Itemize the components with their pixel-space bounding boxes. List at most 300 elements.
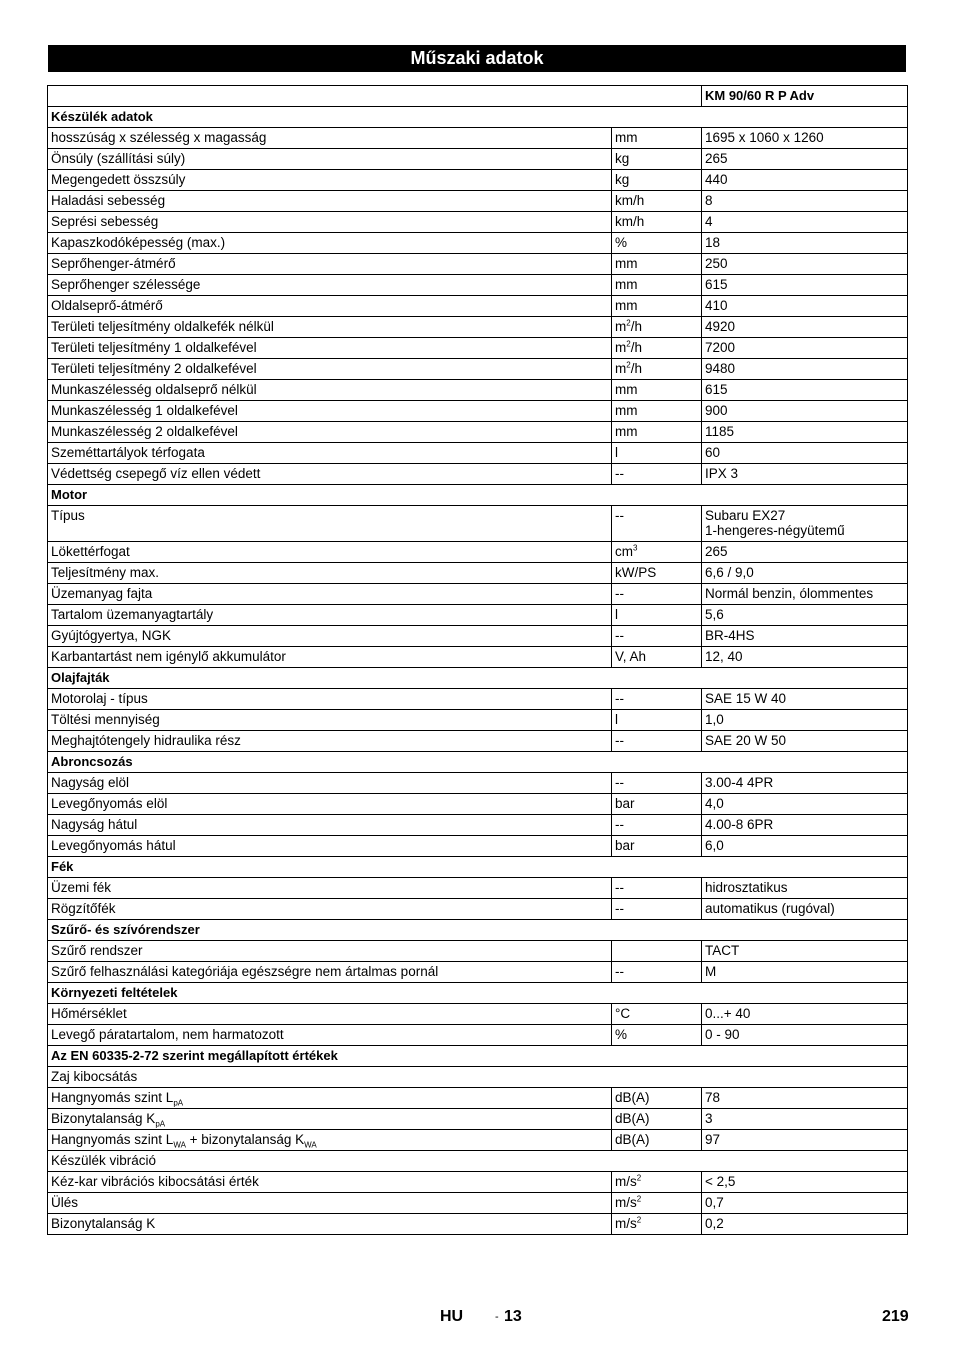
row-label: Ülés <box>51 1195 79 1210</box>
row-value: 6,6 / 9,0 <box>705 565 754 580</box>
table-row <box>48 359 908 380</box>
row-unit-cell <box>612 899 702 920</box>
row-unit: l <box>615 607 618 622</box>
row-value-cell <box>702 962 908 983</box>
table-row <box>48 962 908 983</box>
row-label: Bizonytalanság K <box>51 1111 156 1126</box>
table-row <box>48 1172 908 1193</box>
row-value-cell <box>702 233 908 254</box>
row-unit: dB(A) <box>615 1132 650 1147</box>
row-value: 97 <box>705 1132 721 1147</box>
row-unit: -- <box>615 586 624 601</box>
row-label-cell <box>48 275 612 296</box>
row-unit: -- <box>615 628 624 643</box>
row-unit: m <box>615 361 627 376</box>
row-label: Kapaszkodóképesség (max.) <box>51 235 226 250</box>
row-unit-cell <box>612 212 702 233</box>
row-label-cell <box>48 149 612 170</box>
row-value: Subaru EX27 <box>705 508 786 523</box>
section-header-row <box>48 920 908 941</box>
row-unit-cell <box>612 149 702 170</box>
row-unit: -- <box>615 508 624 523</box>
row-label-cell <box>48 128 612 149</box>
row-unit: -- <box>615 733 624 748</box>
row-label-cell <box>48 506 612 542</box>
row-label: Szűrő rendszer <box>51 943 143 958</box>
row-label-cell <box>48 836 612 857</box>
section-title: Fék <box>48 857 908 878</box>
row-value: SAE 20 W 50 <box>705 733 787 748</box>
row-value-cell <box>702 563 908 584</box>
row-unit-tail: /h <box>630 319 642 334</box>
row-value-cell <box>702 773 908 794</box>
row-label-cell <box>48 689 612 710</box>
row-unit: m/s <box>615 1174 637 1189</box>
row-unit: kg <box>615 172 630 187</box>
row-unit: kg <box>615 151 630 166</box>
row-value-line-2: 1-hengeres-négyütemű <box>705 523 845 538</box>
row-value: Normál benzin, ólommentes <box>705 586 874 601</box>
row-unit-cell <box>612 359 702 380</box>
header-blank-cell <box>48 86 702 107</box>
row-unit-cell <box>612 647 702 668</box>
row-value: 615 <box>705 382 728 397</box>
row-label-cell <box>48 626 612 647</box>
row-label: Üzemi fék <box>51 880 112 895</box>
row-unit-cell <box>612 1109 702 1130</box>
row-unit-cell <box>612 1130 702 1151</box>
row-label-subscript-2: WA <box>304 1140 317 1150</box>
row-value-cell <box>702 1193 908 1214</box>
row-unit-cell <box>612 464 702 485</box>
row-label: Munkaszélesség 1 oldalkefével <box>51 403 238 418</box>
row-value-cell <box>702 191 908 212</box>
table-row <box>48 506 908 542</box>
row-unit-cell <box>612 506 702 542</box>
row-label-cell <box>48 1214 612 1235</box>
table-row <box>48 170 908 191</box>
row-value: 0...+ 40 <box>705 1006 751 1021</box>
row-unit-cell <box>612 1214 702 1235</box>
row-label: Töltési mennyiség <box>51 712 160 727</box>
row-value: 4 <box>705 214 713 229</box>
row-label-cell <box>48 170 612 191</box>
table-row <box>48 212 908 233</box>
row-unit-cell <box>612 275 702 296</box>
row-value: 4920 <box>705 319 736 334</box>
row-value: 900 <box>705 403 728 418</box>
row-value-cell <box>702 647 908 668</box>
row-label-cell <box>48 359 612 380</box>
row-value: 8 <box>705 193 713 208</box>
row-unit: -- <box>615 817 624 832</box>
table-row <box>48 584 908 605</box>
row-unit: m/s <box>615 1216 637 1231</box>
row-label-cell <box>48 1025 612 1046</box>
table-row <box>48 233 908 254</box>
row-label: Motorolaj - típus <box>51 691 148 706</box>
row-unit-tail: /h <box>630 340 642 355</box>
row-label-cell <box>48 1004 612 1025</box>
row-label: Üzemanyag fajta <box>51 586 153 601</box>
table-row <box>48 815 908 836</box>
row-unit: V, Ah <box>615 649 647 664</box>
row-label-cell <box>48 464 612 485</box>
row-unit-cell <box>612 254 702 275</box>
row-value-cell <box>702 275 908 296</box>
row-unit: mm <box>615 130 638 145</box>
spec-table-body <box>48 86 908 1235</box>
row-value-cell <box>702 794 908 815</box>
row-value: SAE 15 W 40 <box>705 691 787 706</box>
row-label-cell <box>48 401 612 422</box>
row-unit: cm <box>615 544 633 559</box>
section-title: Abroncsozás <box>48 752 908 773</box>
row-label-subscript: pA <box>173 1098 184 1108</box>
row-label-cell <box>48 542 612 563</box>
row-label: Hangnyomás szint L <box>51 1132 174 1147</box>
section-header-row <box>48 752 908 773</box>
row-value: 9480 <box>705 361 736 376</box>
table-row <box>48 794 908 815</box>
row-label: Önsúly (szállítási súly) <box>51 151 186 166</box>
table-row <box>48 731 908 752</box>
row-unit-cell <box>612 836 702 857</box>
row-label: Rögzítőfék <box>51 901 116 916</box>
table-row <box>48 464 908 485</box>
row-unit: -- <box>615 775 624 790</box>
row-value-cell <box>702 836 908 857</box>
row-label: Hangnyomás szint L <box>51 1090 174 1105</box>
table-row <box>48 380 908 401</box>
row-value: M <box>705 964 717 979</box>
row-label: Levegőnyomás elöl <box>51 796 168 811</box>
row-label-cell <box>48 605 612 626</box>
row-value: 18 <box>705 235 721 250</box>
row-unit: °C <box>615 1006 631 1021</box>
row-unit: bar <box>615 838 635 853</box>
row-label-cell <box>48 296 612 317</box>
row-label: Szeméttartályok térfogata <box>51 445 205 460</box>
row-unit-cell <box>612 1172 702 1193</box>
row-value-cell <box>702 878 908 899</box>
row-value-cell <box>702 1109 908 1130</box>
row-unit-cell <box>612 422 702 443</box>
section-title: Környezeti feltételek <box>48 983 908 1004</box>
table-row <box>48 773 908 794</box>
row-label: Lökettérfogat <box>51 544 130 559</box>
footer-sub-page: 13 <box>504 1308 522 1325</box>
row-unit-cell <box>612 401 702 422</box>
row-label-subscript: WA <box>173 1140 186 1150</box>
row-label: Munkaszélesség oldalseprő nélkül <box>51 382 257 397</box>
row-value: 4,0 <box>705 796 724 811</box>
row-unit: mm <box>615 382 638 397</box>
row-value-cell <box>702 626 908 647</box>
row-unit-superscript: 2 <box>626 339 631 349</box>
row-unit-superscript: 2 <box>636 1173 642 1183</box>
row-unit-cell <box>612 317 702 338</box>
row-value-cell <box>702 1025 908 1046</box>
row-unit-cell <box>612 710 702 731</box>
row-label: Területi teljesítmény 1 oldalkefével <box>51 340 257 355</box>
row-value: 615 <box>705 277 728 292</box>
row-unit-cell <box>612 338 702 359</box>
table-row <box>48 401 908 422</box>
section-header-row <box>48 485 908 506</box>
row-unit-cell <box>612 1004 702 1025</box>
row-unit-cell <box>612 233 702 254</box>
row-value-cell <box>702 941 908 962</box>
subsection-title: Zaj kibocsátás <box>48 1067 908 1088</box>
table-row <box>48 563 908 584</box>
row-label-cell <box>48 899 612 920</box>
row-label-cell <box>48 1172 612 1193</box>
row-unit: l <box>615 445 618 460</box>
row-value: TACT <box>705 943 740 958</box>
row-unit: mm <box>615 256 638 271</box>
row-label-cell <box>48 815 612 836</box>
row-value-cell <box>702 1214 908 1235</box>
row-value: hidrosztatikus <box>705 880 788 895</box>
row-label-cell <box>48 773 612 794</box>
row-value-cell <box>702 464 908 485</box>
row-value-cell <box>702 899 908 920</box>
row-unit: l <box>615 712 618 727</box>
row-value: 4.00-8 6PR <box>705 817 774 832</box>
row-value-cell <box>702 422 908 443</box>
row-label: Tartalom üzemanyagtartály <box>51 607 214 622</box>
table-row <box>48 1130 908 1151</box>
table-row <box>48 542 908 563</box>
section-header-row <box>48 983 908 1004</box>
table-row <box>48 941 908 962</box>
table-row <box>48 1025 908 1046</box>
row-value: 250 <box>705 256 728 271</box>
row-label-cell <box>48 1109 612 1130</box>
row-unit: % <box>615 1027 628 1042</box>
row-label: Területi teljesítmény 2 oldalkefével <box>51 361 257 376</box>
row-unit: -- <box>615 901 624 916</box>
table-row <box>48 443 908 464</box>
row-value-cell <box>702 149 908 170</box>
row-unit-cell <box>612 878 702 899</box>
row-unit-cell <box>612 815 702 836</box>
row-unit: m <box>615 340 627 355</box>
row-value: 265 <box>705 544 728 559</box>
row-unit-cell <box>612 443 702 464</box>
row-unit: mm <box>615 277 638 292</box>
row-value: 6,0 <box>705 838 724 853</box>
table-row <box>48 1214 908 1235</box>
row-unit: m/s <box>615 1195 637 1210</box>
section-title: Motor <box>48 485 908 506</box>
row-label: Típus <box>51 508 85 523</box>
row-label: Oldalseprő-átmérő <box>51 298 163 313</box>
section-header-row <box>48 1046 908 1067</box>
row-unit-cell <box>612 1088 702 1109</box>
row-unit: m <box>615 319 627 334</box>
row-value: 1,0 <box>705 712 724 727</box>
row-unit-cell <box>612 1025 702 1046</box>
row-value-cell <box>702 1088 908 1109</box>
row-label: hosszúság x szélesség x magasság <box>51 130 267 145</box>
row-label: Haladási sebesség <box>51 193 166 208</box>
row-value: 5,6 <box>705 607 724 622</box>
table-row <box>48 1109 908 1130</box>
row-unit: % <box>615 235 628 250</box>
row-label-cell <box>48 317 612 338</box>
row-label-cell <box>48 254 612 275</box>
row-label: Szűrő felhasználási kategóriája egészségre nem ártalmas pornál <box>51 964 439 979</box>
row-value-cell <box>702 731 908 752</box>
row-label-cell <box>48 794 612 815</box>
row-label: Hőmérséklet <box>51 1006 127 1021</box>
row-unit: dB(A) <box>615 1090 650 1105</box>
row-unit-superscript: 2 <box>626 318 631 328</box>
row-unit-superscript: 2 <box>636 1194 642 1204</box>
table-row <box>48 1193 908 1214</box>
row-label-cell <box>48 1130 612 1151</box>
spec-table <box>47 85 908 1235</box>
row-label: Nagyság hátul <box>51 817 138 832</box>
row-unit-cell <box>612 626 702 647</box>
row-label: Kéz-kar vibrációs kibocsátási érték <box>51 1174 259 1189</box>
row-value-cell <box>702 401 908 422</box>
subsection-title: Készülék vibráció <box>48 1151 908 1172</box>
row-label-cell <box>48 212 612 233</box>
row-value: 7200 <box>705 340 736 355</box>
spec-table-header <box>48 86 908 107</box>
section-title: Olajfajták <box>48 668 908 689</box>
row-value-cell <box>702 1172 908 1193</box>
table-row <box>48 626 908 647</box>
row-value: 1695 x 1060 x 1260 <box>705 130 824 145</box>
row-value-cell <box>702 296 908 317</box>
subsection-row <box>48 1067 908 1088</box>
row-label-cell <box>48 443 612 464</box>
row-label: Bizonytalanság K <box>51 1216 156 1231</box>
table-row <box>48 254 908 275</box>
row-value: 1185 <box>705 424 735 439</box>
row-unit-cell <box>612 794 702 815</box>
table-row <box>48 275 908 296</box>
section-title: Szűrő- és szívórendszer <box>48 920 908 941</box>
row-unit-cell <box>612 128 702 149</box>
row-label: Levegőnyomás hátul <box>51 838 176 853</box>
table-row <box>48 191 908 212</box>
row-label-cell <box>48 584 612 605</box>
row-value-cell <box>702 443 908 464</box>
row-unit: bar <box>615 796 635 811</box>
row-unit: -- <box>615 964 624 979</box>
row-unit: mm <box>615 298 638 313</box>
row-label: Teljesítmény max. <box>51 565 160 580</box>
table-row <box>48 296 908 317</box>
row-label-cell <box>48 233 612 254</box>
row-unit-cell <box>612 380 702 401</box>
row-value: automatikus (rugóval) <box>705 901 835 916</box>
row-unit-superscript: 2 <box>626 360 631 370</box>
row-unit-cell <box>612 170 702 191</box>
row-label-cell <box>48 1088 612 1109</box>
row-value: 3 <box>705 1111 713 1126</box>
footer-language: HU <box>440 1308 464 1325</box>
row-label-cell <box>48 380 612 401</box>
row-value: 60 <box>705 445 721 460</box>
row-label-cell <box>48 941 612 962</box>
section-title: Az EN 60335-2-72 szerint megállapított értékek <box>48 1046 908 1067</box>
row-value-cell <box>702 1130 908 1151</box>
row-label-cell <box>48 710 612 731</box>
page-title: Műszaki adatok <box>48 45 906 72</box>
row-label-cell <box>48 338 612 359</box>
row-value-cell <box>702 506 908 542</box>
row-unit-superscript: 2 <box>636 1215 642 1225</box>
row-label: Karbantartást nem igénylő akkumulátor <box>51 649 286 664</box>
table-row <box>48 149 908 170</box>
table-row <box>48 836 908 857</box>
table-row <box>48 710 908 731</box>
row-label: Megengedett összsúly <box>51 172 186 187</box>
row-value-cell <box>702 380 908 401</box>
model-name: KM 90/60 R P Adv <box>702 86 908 107</box>
table-row <box>48 128 908 149</box>
row-unit-superscript: 3 <box>633 543 638 553</box>
row-label-cell <box>48 422 612 443</box>
row-value: < 2,5 <box>705 1174 736 1189</box>
row-value-cell <box>702 170 908 191</box>
row-label-cell <box>48 647 612 668</box>
row-unit-cell <box>612 191 702 212</box>
section-title: Készülék adatok <box>48 107 908 128</box>
row-value-cell <box>702 1004 908 1025</box>
row-unit-cell <box>612 962 702 983</box>
row-value-cell <box>702 254 908 275</box>
table-row <box>48 899 908 920</box>
row-unit-cell <box>612 584 702 605</box>
table-row <box>48 605 908 626</box>
row-value: 0,2 <box>705 1216 724 1231</box>
row-value-cell <box>702 689 908 710</box>
table-row <box>48 317 908 338</box>
table-row <box>48 1004 908 1025</box>
row-unit: -- <box>615 880 624 895</box>
row-unit-cell <box>612 689 702 710</box>
row-value: 0,7 <box>705 1195 724 1210</box>
row-value: 265 <box>705 151 728 166</box>
row-value-cell <box>702 605 908 626</box>
row-unit: -- <box>615 466 624 481</box>
row-label: Seprőhenger szélessége <box>51 277 201 292</box>
row-unit-cell <box>612 773 702 794</box>
row-label-continuation: + bizonytalanság K <box>185 1132 305 1147</box>
footer-dash: - <box>495 1311 499 1323</box>
section-header-row <box>48 857 908 878</box>
row-label: Védettség csepegő víz ellen védett <box>51 466 261 481</box>
row-label-cell <box>48 191 612 212</box>
row-value: 78 <box>705 1090 721 1105</box>
row-value-cell <box>702 212 908 233</box>
row-value: 0 - 90 <box>705 1027 740 1042</box>
row-value-cell <box>702 338 908 359</box>
section-header-row <box>48 668 908 689</box>
row-unit-cell <box>612 941 702 962</box>
row-label-cell <box>48 878 612 899</box>
row-label: Seprési sebesség <box>51 214 159 229</box>
table-row <box>48 1088 908 1109</box>
table-row <box>48 647 908 668</box>
